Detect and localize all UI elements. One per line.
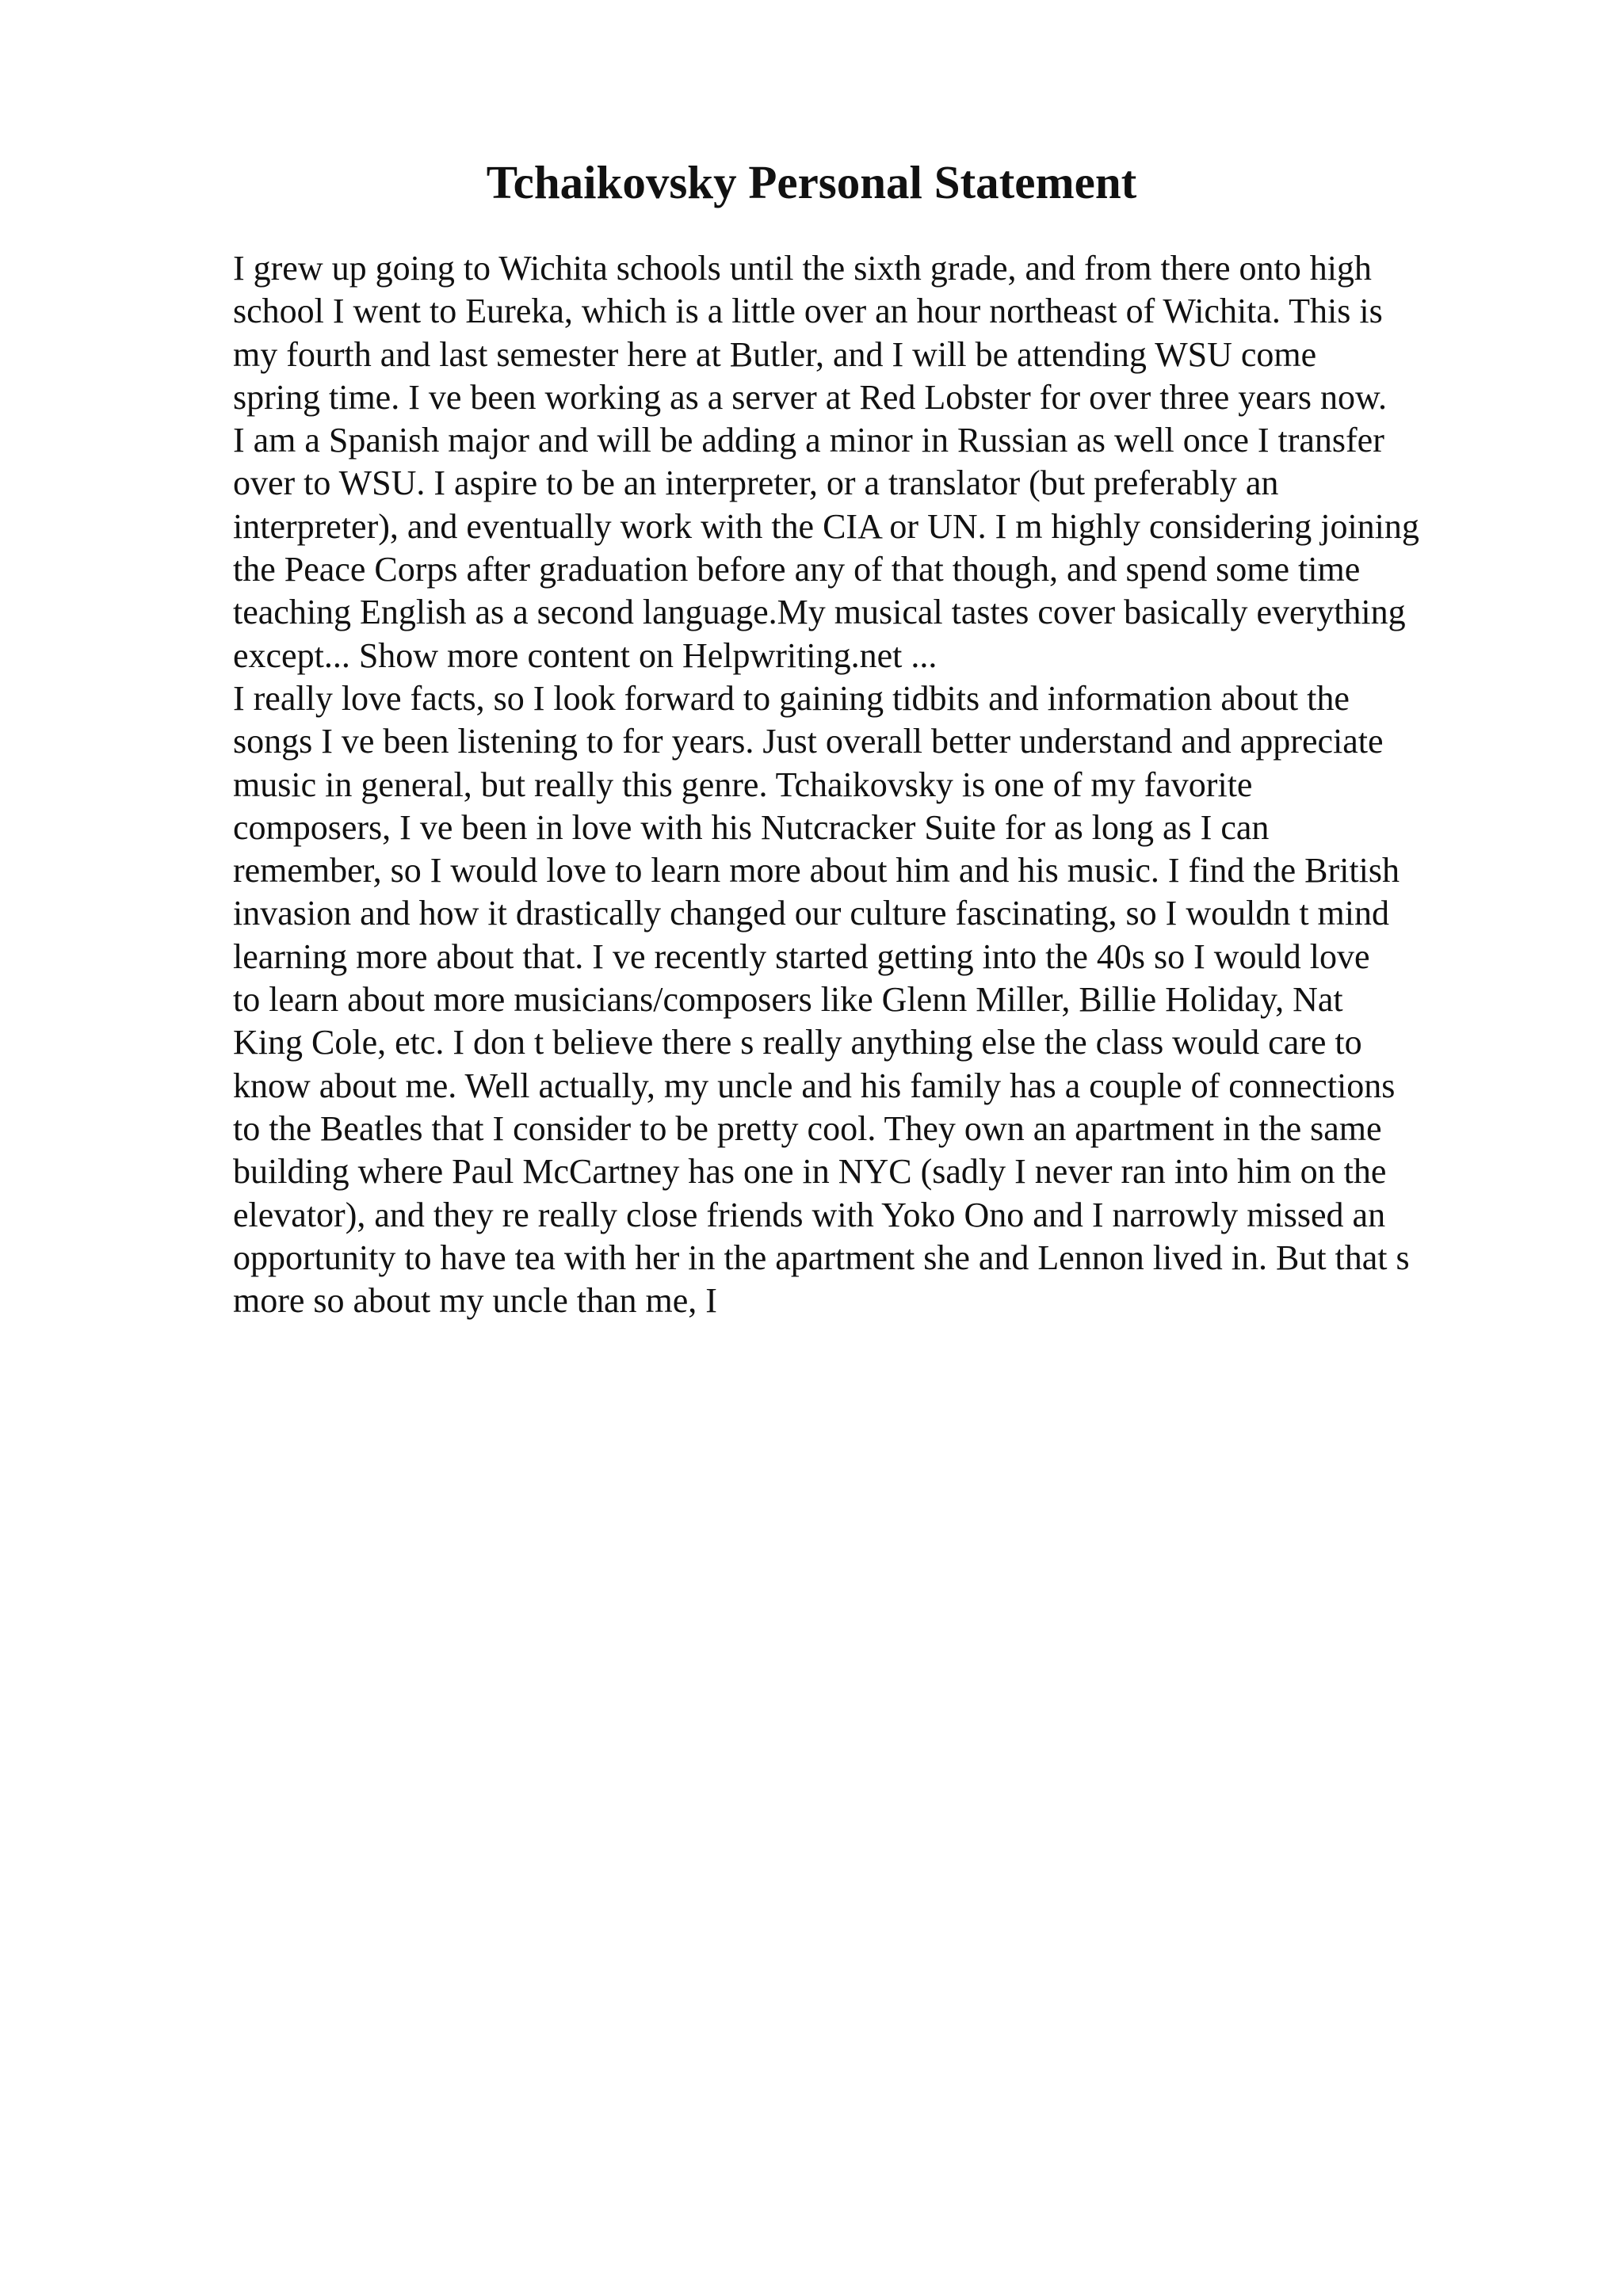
text-line: composers, I ve been in love with his Nutcracker Suite for as long as I can — [233, 807, 1270, 847]
text-line: I really love facts, so I look forward to gaining tidbits and information about the — [233, 678, 1350, 718]
text-line: I am a Spanish major and will be adding a minor in Russian as well once I transfer — [233, 421, 1384, 460]
page-title: Tchaikovsky Personal Statement — [486, 156, 1137, 208]
text-line: interpreter), and eventually work with the CIA or UN. I m highly considering joining — [233, 506, 1419, 546]
text-line: to learn about more musicians/composers like Glenn Miller, Billie Holiday, Nat — [233, 980, 1343, 1020]
text-line: King Cole, etc. I don t believe there s really anything else the class would care to — [233, 1023, 1362, 1062]
text-line: opportunity to have tea with her in the apartment she and Lennon lived in. But that s — [233, 1238, 1410, 1277]
text-line: over to WSU. I aspire to be an interpreter, or a translator (but preferably an — [233, 463, 1279, 503]
body-text — [233, 247, 1517, 1322]
text-line: music in general, but really this genre. Tchaikovsky is one of my favorite — [233, 765, 1253, 804]
text-line: songs I ve been listening to for years. Just overall better understand and appreciate — [233, 722, 1384, 761]
text-line: to the Beatles that I consider to be pretty cool. They own an apartment in the same — [233, 1108, 1382, 1148]
text-line: building where Paul McCartney has one in NYC (sadly I never ran into him on the — [233, 1152, 1387, 1192]
text-line: more so about my uncle than me, I — [233, 1281, 717, 1321]
text-line: the Peace Corps after graduation before any of that though, and spend some time — [233, 550, 1361, 589]
text-line: spring time. I ve been working as a server at Red Lobster for over three years now. — [233, 377, 1387, 417]
text-line: teaching English as a second language.My musical tastes cover basically everything — [233, 593, 1406, 632]
text-line: school I went to Eureka, which is a little over an hour northeast of Wichita. This is — [233, 292, 1383, 331]
text-line: know about me. Well actually, my uncle and his family has a couple of connections — [233, 1066, 1396, 1105]
text-line: invasion and how it drastically changed our culture fascinating, so I wouldn t mind — [233, 894, 1390, 933]
text-line: remember, so I would love to learn more about him and his music. I find the British — [233, 851, 1400, 891]
text-line: I grew up going to Wichita schools until the sixth grade, and from there onto high — [233, 249, 1372, 288]
text-line: my fourth and last semester here at Butler, and I will be attending WSU come — [233, 334, 1317, 374]
text-line: elevator), and they re really close friends with Yoko Ono and I narrowly missed an — [233, 1195, 1386, 1234]
text-line: learning more about that. I ve recently started getting into the 40s so I would love — [233, 936, 1370, 976]
show-more-line: except... Show more content on Helpwriting.net ... — [233, 635, 938, 675]
